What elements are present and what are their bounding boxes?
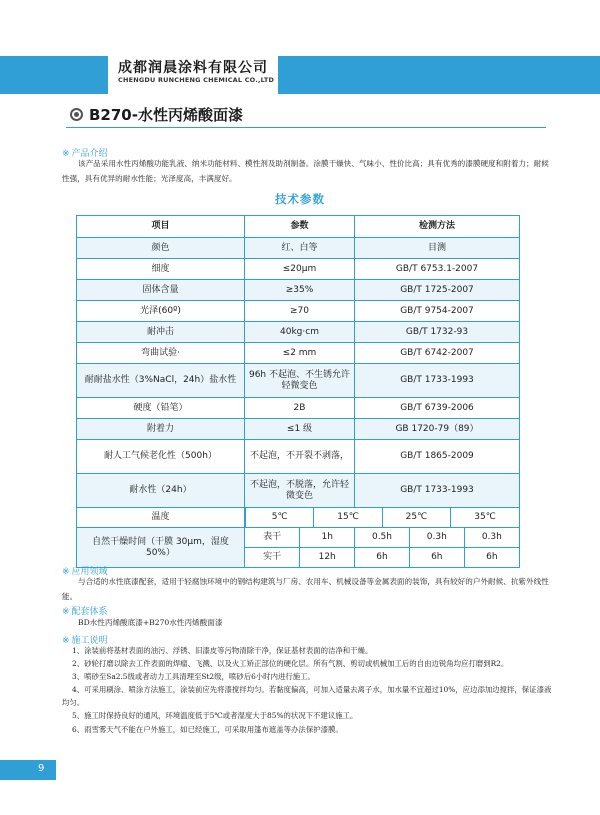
table-cell-item: 光泽(60º) <box>77 301 245 322</box>
table-cell-item: 颜色 <box>77 238 245 259</box>
table-cell-item: 硬度（铅笔） <box>77 398 245 419</box>
table-cell-method: 目测 <box>355 238 520 259</box>
table-row <box>77 238 520 259</box>
table-row <box>77 259 520 280</box>
asterisk-mark-icon: ※ <box>62 567 70 577</box>
drying-temp-value: 5℃ <box>246 508 314 527</box>
table-cell-param: 不起泡，不脱落，允许轻微变色 <box>245 474 355 508</box>
table-row <box>77 322 520 343</box>
table-cell-param: 红、白等 <box>245 238 355 259</box>
table-row <box>77 280 520 301</box>
table-cell-method: GB/T 6753.1-2007 <box>355 259 520 280</box>
table-cell-item: 耐耐盐水性（3%NaCl，24h）盐水性 <box>77 364 245 398</box>
company-name: 成都润晨涂料有限公司 <box>118 60 268 76</box>
table-row <box>77 419 520 440</box>
asterisk-mark-icon: ※ <box>62 607 70 617</box>
drying-values-row <box>245 548 519 567</box>
drying-row <box>77 528 520 548</box>
drying-value: 6h <box>464 548 519 567</box>
note-item: 1、涂装前将基材表面的油污、浮锈、旧漆皮等污物清除干净，保证基材表面的洁净和干燥。 <box>72 646 373 655</box>
table-cell-item: 耐冲击 <box>77 322 245 343</box>
tech-title: 技术参数 <box>275 192 325 206</box>
drying-temps-cell <box>245 508 520 528</box>
asterisk-mark-icon: ※ <box>62 149 70 159</box>
table-cell-item: 附着力 <box>77 419 245 440</box>
page-title-row <box>70 104 243 125</box>
section-heading-intro: ※ 产品介绍 <box>62 149 108 159</box>
table-cell-param: 40kg·cm <box>245 322 355 343</box>
note-item: 5、施工时保持良好的通风，环境温度低于5℃或者湿度大于85%的状况下不建议施工。 <box>72 711 358 721</box>
table-cell-param: ≤1 级 <box>245 419 355 440</box>
table-cell-method: GB/T 1865-2009 <box>355 440 520 474</box>
page-title: B270-水性丙烯酸面漆 <box>89 106 243 124</box>
drying-values-table <box>245 548 519 567</box>
table-cell-method: GB/T 1725-2007 <box>355 280 520 301</box>
column-header: 检测方法 <box>355 216 520 238</box>
drying-values-cell <box>245 528 520 548</box>
table-cell-param: ≤20μm <box>245 259 355 280</box>
drying-values-row <box>245 528 519 547</box>
table-row <box>77 474 520 508</box>
asterisk-mark-icon: ※ <box>62 636 70 646</box>
drying-temp-value: 25℃ <box>382 508 450 527</box>
table-cell-method: GB 1720-79（89） <box>355 419 520 440</box>
table-cell-param: ≥35% <box>245 280 355 301</box>
application-text: 与合适的水性底漆配套，适用于轻腐蚀环境中的钢结构建筑与厂房、农用车、机械设备等金属表面的装饰，具有较好的户外耐候、抗紫外线性能。 <box>62 577 549 601</box>
page-number: 9 <box>38 763 45 774</box>
table-cell-param: ≥70 <box>245 301 355 322</box>
note-item: 2、砂轮打磨以除去工件表面的焊瘤、飞溅、以及火工矫正部位的硬化层。所有气割、剪切或机械加工后的自由边锐角均应打磨到R2。 <box>72 659 509 669</box>
drying-value: 0.5h <box>355 528 410 547</box>
table-row <box>77 364 520 398</box>
table-cell-param: 不起泡，不开裂不剥落， <box>245 440 355 474</box>
header-banner <box>0 56 600 94</box>
title-underline <box>66 127 546 128</box>
section-heading-application: ※ 应用领域 <box>62 567 108 577</box>
drying-value: 6h <box>409 548 464 567</box>
intro-text: 该产品采用水性丙烯酸功能乳液、纳米功能材料、模性剂及助剂制备。涂膜干燥快、气味小、性价比高；具有优秀的漆膜硬度和附着力；耐候性强，具有优异的耐水性能；光泽度高，丰满度好。 <box>62 159 549 183</box>
column-header: 参数 <box>245 216 355 238</box>
table-cell-method: GB/T 9754-2007 <box>355 301 520 322</box>
circle-bullet-icon <box>70 108 83 121</box>
table-row <box>77 343 520 364</box>
table-row <box>77 301 520 322</box>
construction-notes <box>62 644 554 736</box>
table-row <box>77 398 520 419</box>
table-cell-item: 细度 <box>77 259 245 280</box>
note-item: 6、雨雪雾天气不能在户外施工，如已经施工，可采取用篷布遮盖等办法保护漆膜。 <box>72 724 343 734</box>
table-cell-param: ≤2 mm <box>245 343 355 364</box>
drying-value: 6h <box>355 548 410 567</box>
drying-value: 12h <box>300 548 355 567</box>
table-cell-method: GB/T 1732-93 <box>355 322 520 343</box>
drying-sub-label: 实干 <box>245 548 300 567</box>
table-cell-param: 2B <box>245 398 355 419</box>
table-cell-method: GB/T 1733-1993 <box>355 364 520 398</box>
table-cell-param: 96h 不起泡、不生锈允许轻微变色 <box>245 364 355 398</box>
drying-value: 0.3h <box>409 528 464 547</box>
table-cell-method: GB/T 6742-2007 <box>355 343 520 364</box>
table-cell-item: 耐人工气候老化性（500h） <box>77 440 245 474</box>
table-cell-item: 耐水性（24h） <box>77 474 245 508</box>
company-name-en: CHENGDU RUNCHENG CHEMICAL CO.,LTD <box>118 76 275 84</box>
table-cell-method: GB/T 1733-1993 <box>355 474 520 508</box>
drying-temp-row <box>77 508 520 528</box>
section-heading-construction: ※ 施工说明 <box>62 636 108 646</box>
drying-temp-label: 温度 <box>77 508 245 528</box>
spec-table <box>76 215 520 568</box>
drying-value: 0.3h <box>464 528 519 547</box>
table-cell-item: 固体含量 <box>77 280 245 301</box>
system-text: BD水性丙烯酸底漆+B270水性丙烯酸面漆 <box>78 618 223 627</box>
note-item: 4、可采用刷涂、喷涂方法施工，涂装前应先将漆搅拌均匀。若黏度偏高，可加入适量去离子水，加水量不宜超过10%，应边添加边搅拌，保证漆液均匀。 <box>62 685 552 708</box>
table-cell-item: 弯曲试验· <box>77 343 245 364</box>
note-item: 3、喷砂至Sa2.5级或者动力工具清理至St2级，喷砂后6小时内进行施工。 <box>72 672 315 682</box>
column-header: 项目 <box>77 216 245 238</box>
drying-values-cell <box>245 548 520 568</box>
drying-label: 自然干燥时间（干膜 30μm，湿度 50%） <box>77 528 245 568</box>
drying-temps-row <box>246 508 520 527</box>
table-header-row <box>77 216 520 238</box>
table-row <box>77 440 520 474</box>
drying-sub-label: 表干 <box>245 528 300 547</box>
drying-values-table <box>245 528 519 547</box>
table-cell-method: GB/T 6739-2006 <box>355 398 520 419</box>
page-number-bar <box>0 760 56 780</box>
drying-temps-table <box>245 508 519 527</box>
drying-temp-value: 15℃ <box>314 508 382 527</box>
section-heading-system: ※ 配套体系 <box>62 607 108 617</box>
drying-value: 1h <box>300 528 355 547</box>
drying-temp-value: 35℃ <box>451 508 519 527</box>
